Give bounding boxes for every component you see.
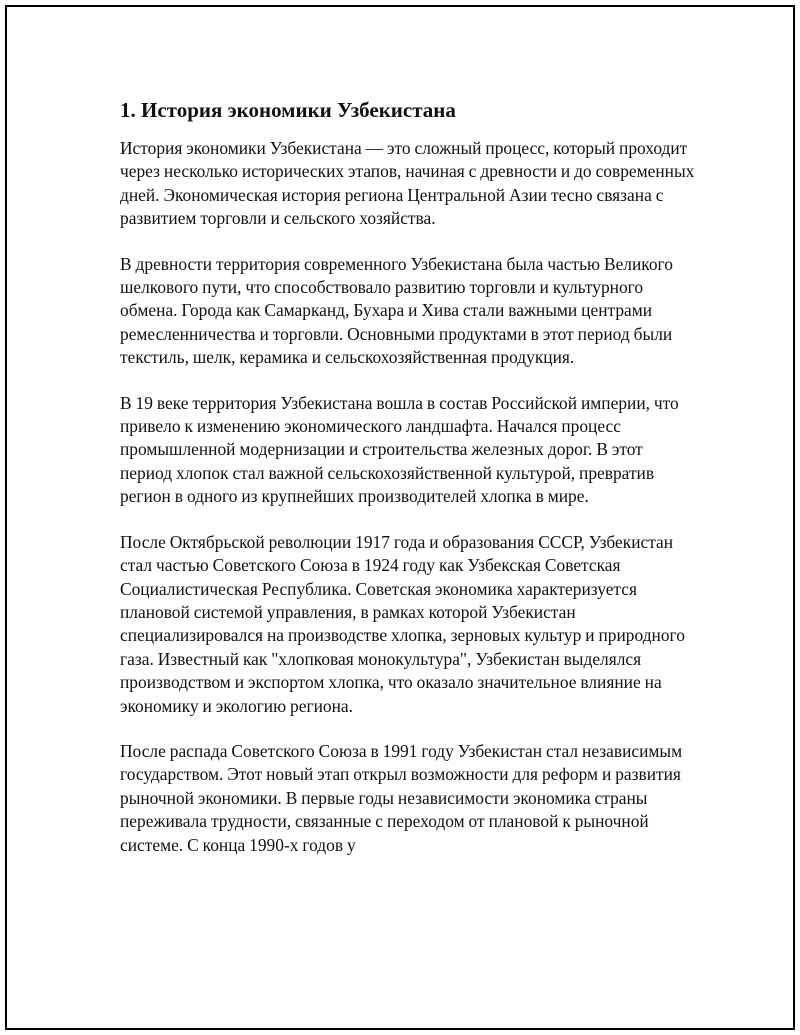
paragraph-3: В 19 веке территория Узбекистана вошла в состав Российской империи, что привело к изменению экономического ландшафта. Начался процесс промышленной модернизации и строительства железных дорог. В этот период хлопок стал важной сельскохозяйственной культурой, превратив регион в одного из крупнейших производителей хлопка в мире. [120, 392, 679, 507]
paragraph-1: История экономики Узбекистана — это сложный процесс, который проходит через несколько исторических этапов, начиная с древности и до современных дней. Экономическая история региона Центральной Азии тесно связана с развитием торговли и сельского хозяйства. [120, 138, 695, 229]
section-heading: 1. История экономики Узбекистана [120, 98, 456, 122]
paragraph-2: В древности территория современного Узбекистана была частью Великого шелкового пути, что способствовало развитию торговли и культурного обмена. Города как Самарканд, Бухара и Хива стали важными центрами ремесленничества и торговли. Основными продуктами в этот период были текстиль, шелк, керамика и сельскохозяйственная продукция. [120, 253, 673, 368]
paragraph-5: После распада Советского Союза в 1991 году Узбекистан стал независимым государством. Этот новый этап открыл возможности для реформ и развития рыночной экономики. В первые годы независимости экономика страны переживала трудности, связанные с переходом от плановой к рыночной системе. С конца 1990-х годов у [120, 740, 683, 855]
document-content [120, 97, 695, 879]
document-page [5, 5, 795, 1030]
paragraph-4: После Октябрьской революции 1917 года и образования СССР, Узбекистан стал частью Советского Союза в 1924 году как Узбекская Советская Социалистическая Республика. Советская экономика характеризуется плановой системой управления, в рамках которой Узбекистан специализировался на производстве хлопка, зерновых культур и природного газа. Известный как "хлопковая монокультура", Узбекистан выделялся производством и экспортом хлопка, что оказало значительное влияние на экономику и экологию региона. [120, 531, 685, 716]
